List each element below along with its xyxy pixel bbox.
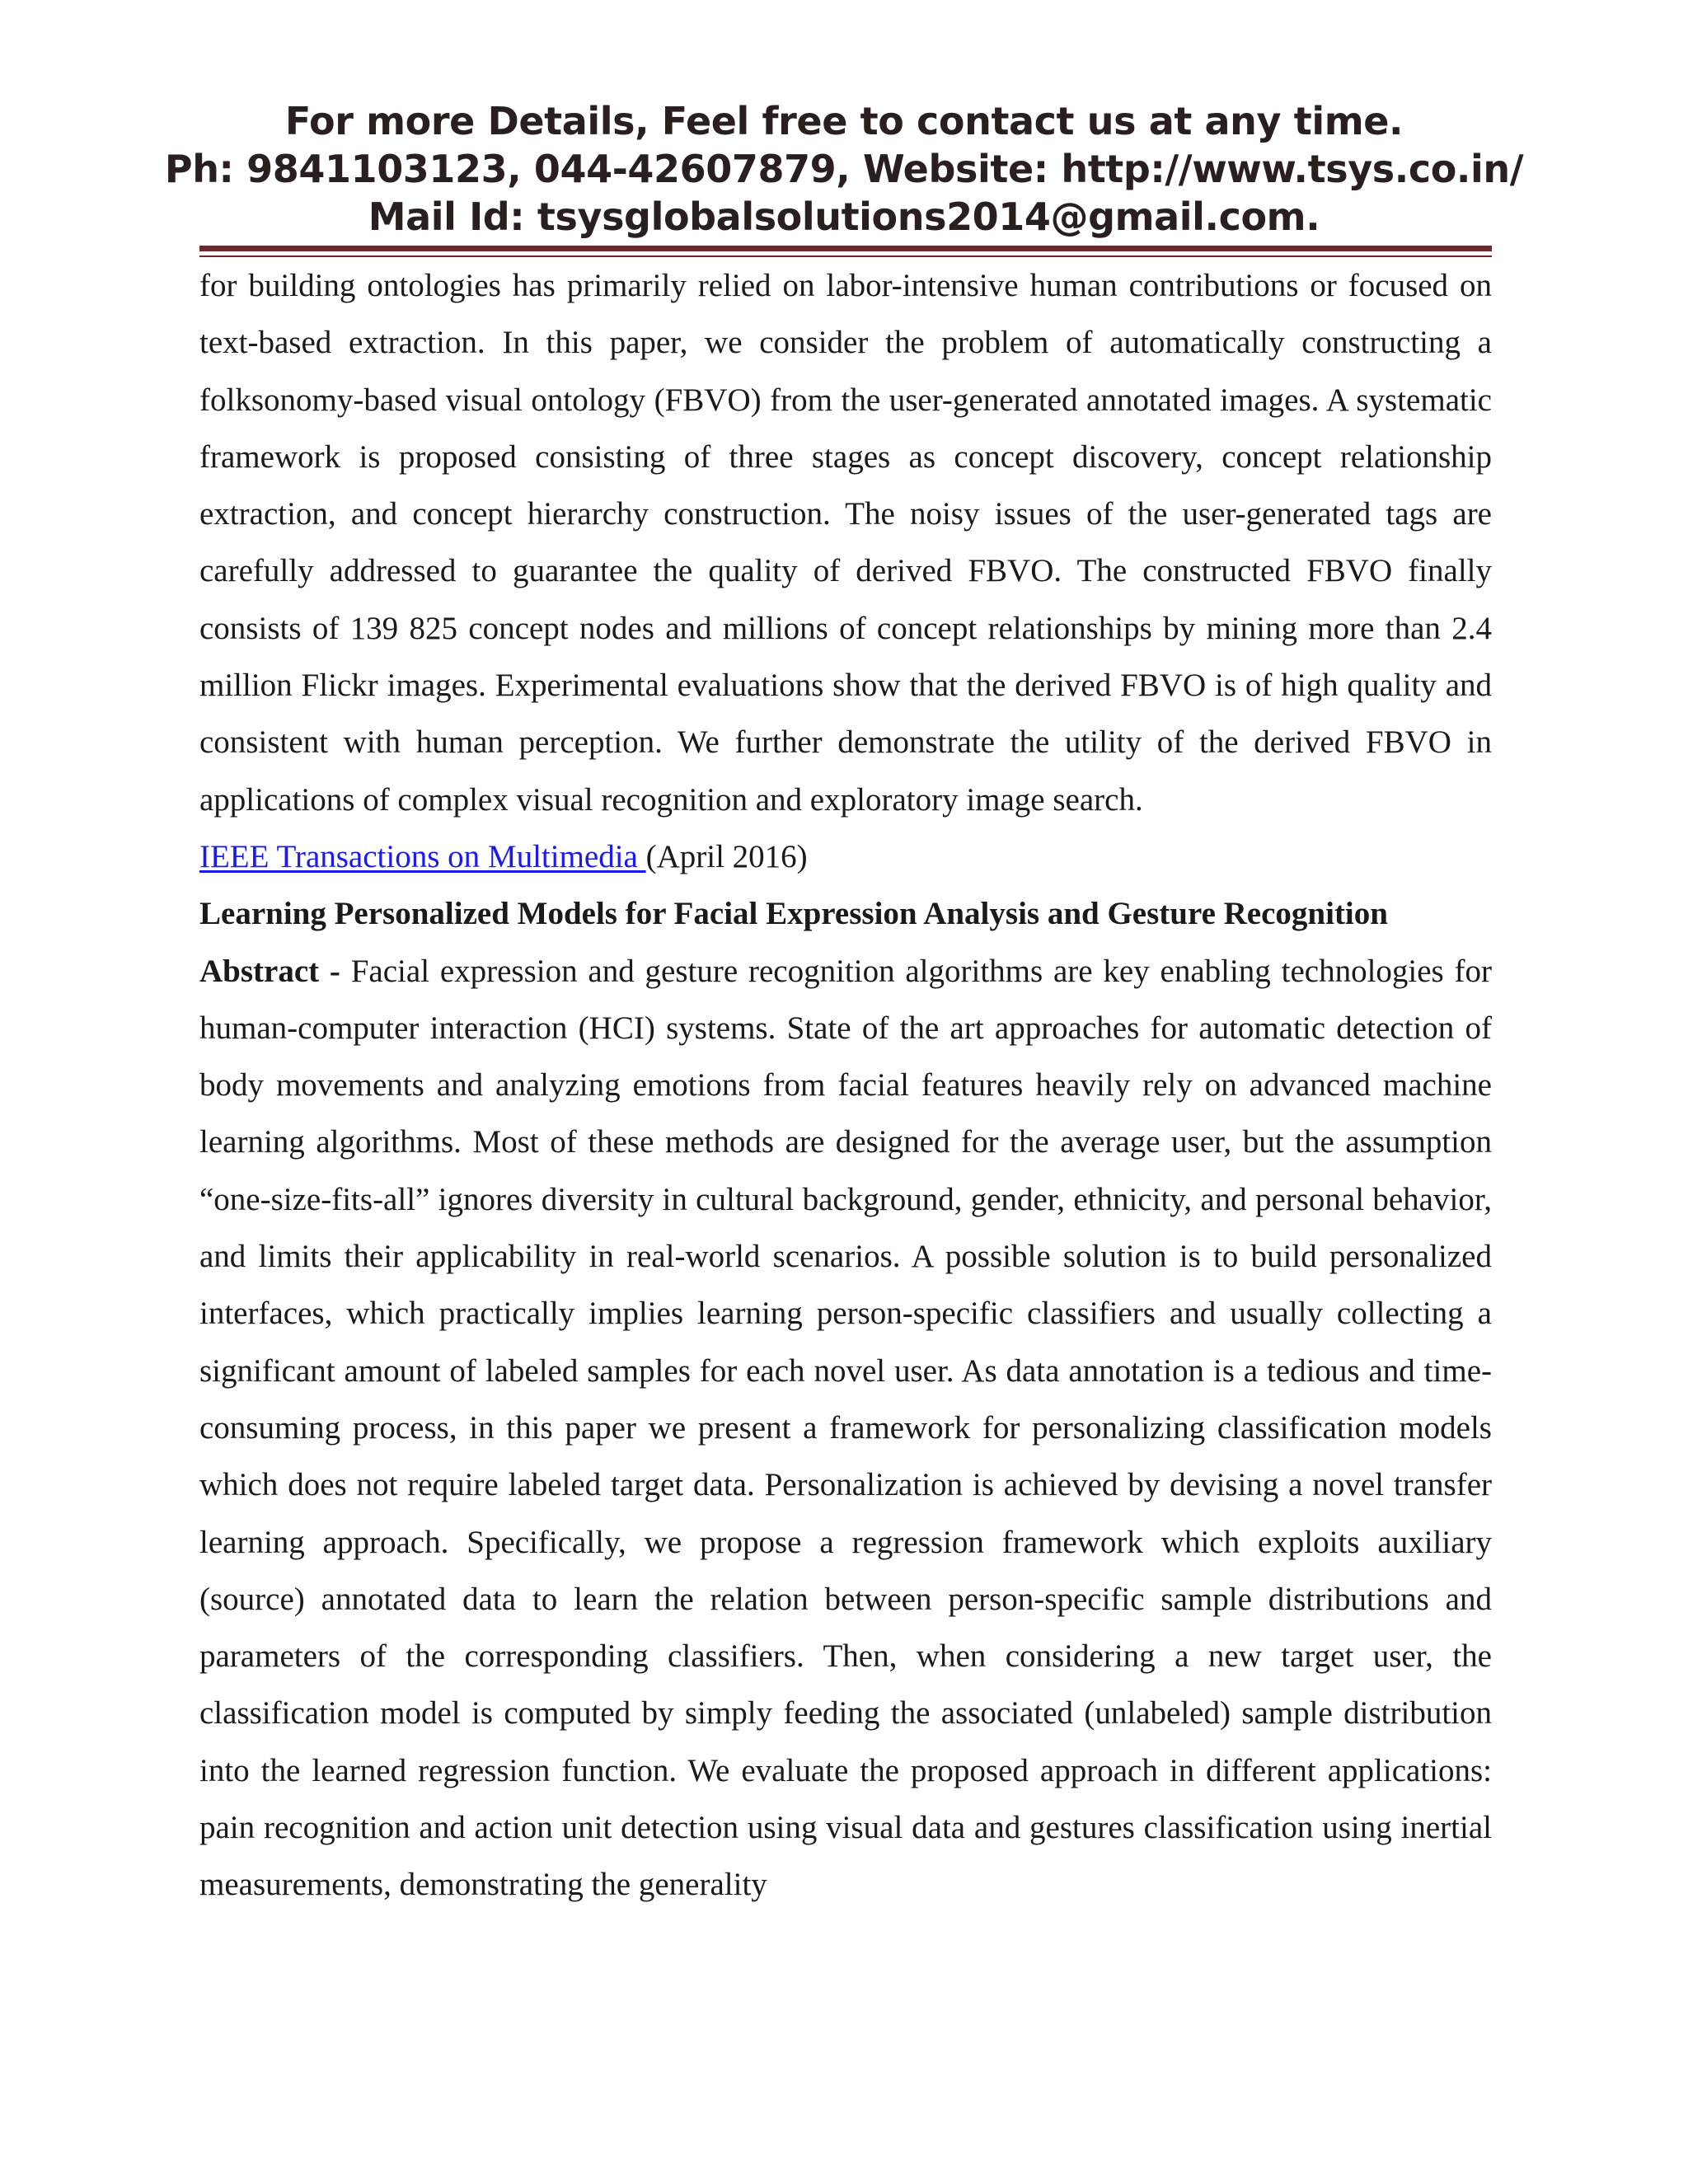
contact-phone-website: Ph: 9841103123, 044-42607879, Website: http://www.tsys.co.in/ [164,147,1524,191]
paper-title: Learning Personalized Models for Facial Expression Analysis and Gesture Recognition [199,896,1388,932]
contact-header [0,97,1688,241]
publication-date: (April 2016) [645,838,808,874]
contact-email: Mail Id: tsysglobalsolutions2014@gmail.com. [368,194,1320,239]
abstract-text: Facial expression and gesture recognition algorithms are key enabling technologies for human-computer interaction (HCI) systems. State of the art approaches for automatic detection of body movements and analyzing emotions from facial features heavily rely on advanced machine learning algorithms. Most of these methods are designed for the average user, but the assumption “one-size-fits-all” ignores diversity in cultural background, gender, ethnicity, and personal behavior, and limits their applicability in real-world scenarios. A possible solution is to build personalized interfaces, which practically implies learning person-specific classifiers and usually collecting a significant amount of labeled samples for each novel user. As data annotation is a tedious and time-consuming process, in this paper we present a framework for personalizing classification models which does not require labeled target data. Personalization is achieved by devising a novel transfer learning approach. Specifically, we propose a regression framework which exploits auxiliary (source) annotated data to learn the relation between person-specific sample distributions and parameters of the corresponding classifiers. Then, when considering a new target user, the classification model is computed by simply feeding the associated (unlabeled) sample distribution into the learned regression function. We evaluate the proposed approach in different applications: pain recognition and action unit detection using visual data and gestures classification using inertial measurements, demonstrating the generality [199,953,1493,1903]
document-body [199,257,1492,1914]
continued-abstract: for building ontologies has primarily relied on labor-intensive human contributions or focused on text-based extraction. In this paper, we consider the problem of automatically constructing a folksonomy-based visual ontology (FBVO) from the user-generated annotated images. A systematic framework is proposed consisting of three stages as concept discovery, concept relationship extraction, and concept hierarchy construction. The noisy issues of the user-generated tags are carefully addressed to guarantee the quality of derived FBVO. The constructed FBVO finally consists of 139 825 concept nodes and millions of concept relationships by mining more than 2.4 million Flickr images. Experimental evaluations show that the derived FBVO is of high quality and consistent with human perception. We further demonstrate the utility of the derived FBVO in applications of complex visual recognition and exploratory image search. [199,268,1492,818]
journal-link[interactable]: IEEE Transactions on Multimedia [199,838,646,874]
header-divider-thick [199,246,1492,251]
contact-headline: For more Details, Feel free to contact us at any time. [284,99,1404,143]
abstract-label: Abstract - [199,953,340,989]
publication-line [199,828,1492,885]
paper-abstract [199,943,1492,1914]
